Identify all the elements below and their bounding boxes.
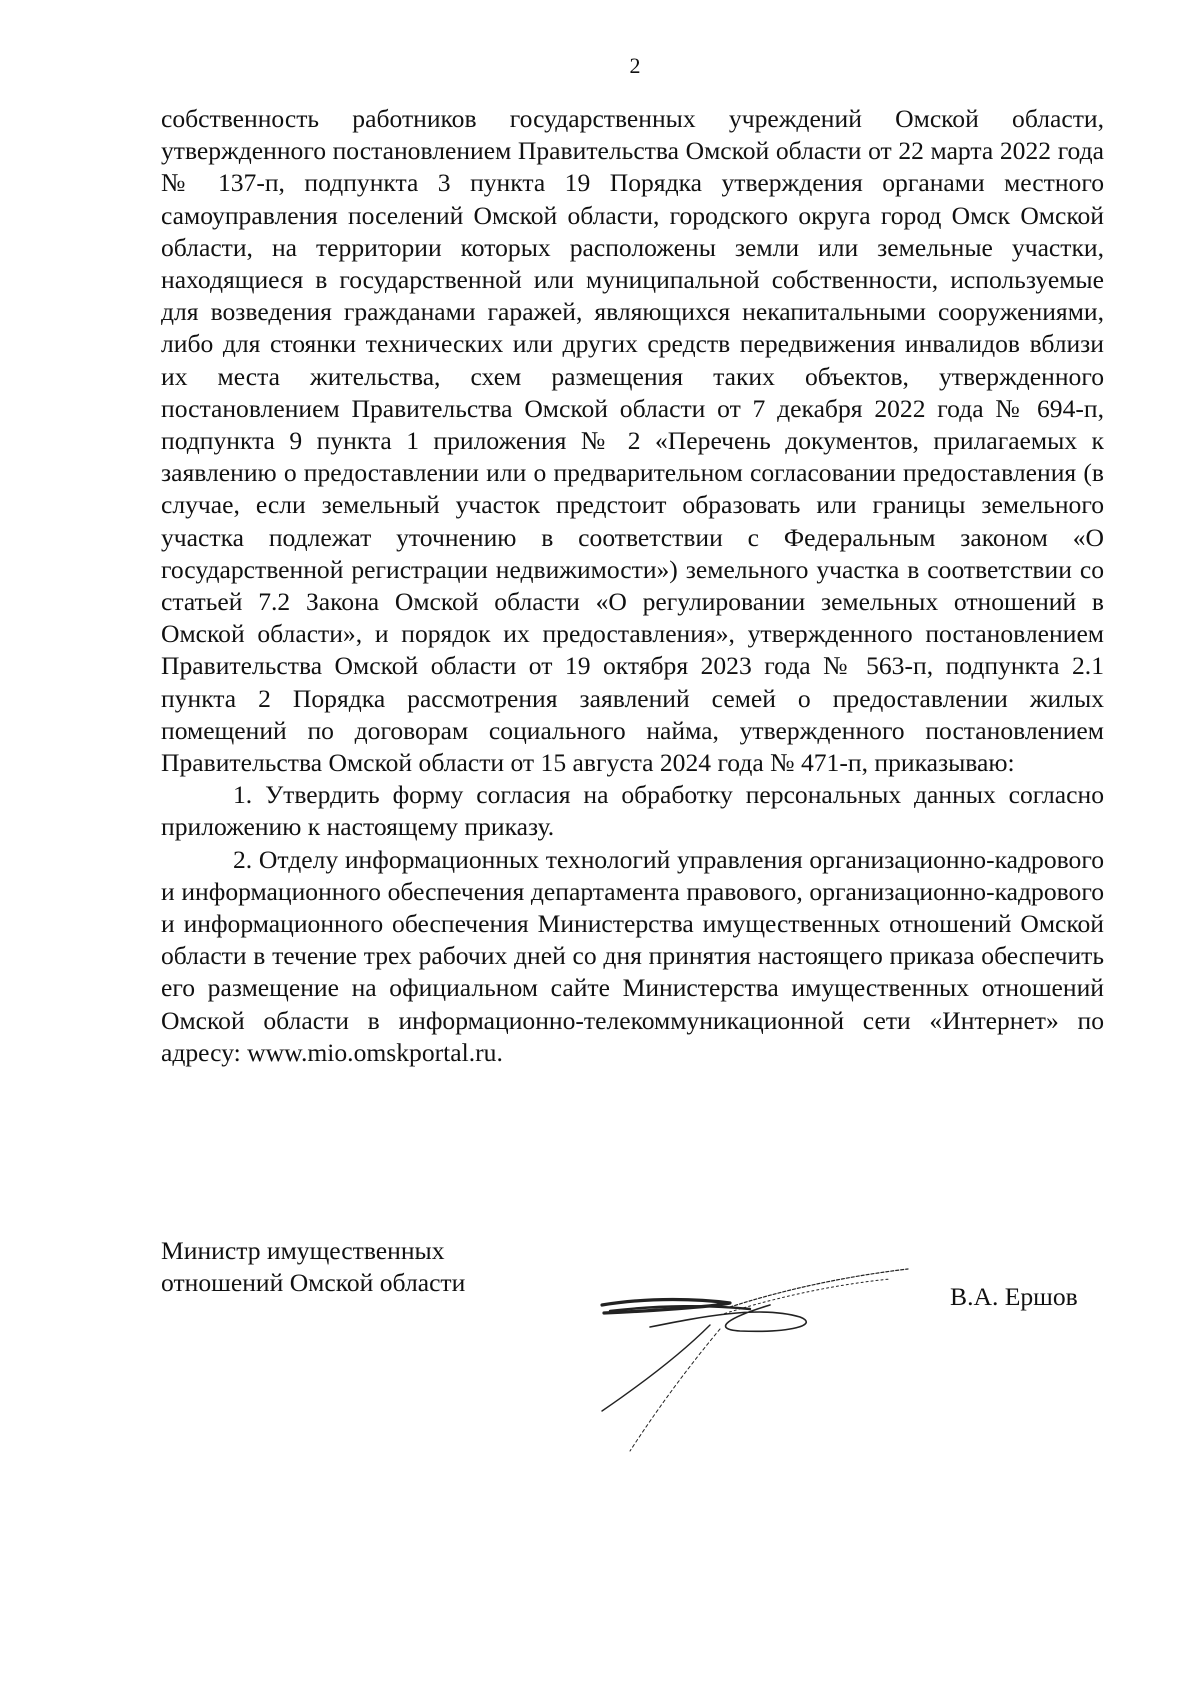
- paragraph-preamble: собственность работников государственных учреждений Омской области, утвержденного постановлением Правительства Омской области от 22 марта 2022 года № 137-п, подпункта 3 пункта 19 Порядка утверждения органами местного самоуправления поселений Омской области, городского округа город Омск Омской области, на территории которых расположены земли или земельные участки, находящиеся в государственной или муниципальной собственности, используемые для возведения гражданами гаражей, являющихся некапитальными сооружениями, либо для стоянки технических или других средств передвижения инвалидов вблизи их места жительства, схем размещения таких объектов, утвержденного постановлением Правительства Омской области от 7 декабря 2022 года № 694-п, подпункта 9 пункта 1 приложения № 2 «Перечень документов, прилагаемых к заявлению о предоставлении или о предварительном согласовании предоставления (в случае, если земельный участок предстоит образовать или границы земельного участка подлежат уточнению в соответствии с Федеральным законом «О государственной регистрации недвижимости») земельного участка в соответствии со статьей 7.2 Закона Омской области «О регулировании земельных отношений в Омской области», и порядок их предоставления», утвержденного постановлением Правительства Омской области от 19 октября 2023 года № 563-п, подпункта 2.1 пункта 2 Порядка рассмотрения заявлений семей о предоставлении жилых помещений по договорам социального найма, утвержденного постановлением Правительства Омской области от 15 августа 2024 года № 471-п, приказываю:: [161, 104, 1104, 778]
- document-body: [161, 103, 1104, 1069]
- handwritten-signature: [590, 1255, 910, 1465]
- signatory-position: [161, 1235, 465, 1299]
- signatory-position-line-2: отношений Омской области: [161, 1268, 466, 1297]
- paragraph-item-2: 2. Отделу информационных технологий управления организационно-кадрового и информационного обеспечения департамента правового, организационно-кадрового и информационного обеспечения Министерства имущественных отношений Омской области в течение трех рабочих дней со дня принятия настоящего приказа обеспечить его размещение на официальном сайте Министерства имущественных отношений Омской области в информационно-телекоммуникационной сети «Интернет» по адресу: www.mio.omskportal.ru.: [161, 844, 1104, 1067]
- signatory-name: В.А. Ершов: [950, 1282, 1078, 1311]
- paragraph-item-1: 1. Утвердить форму согласия на обработку персональных данных согласно приложению к настоящему приказу.: [161, 780, 1104, 842]
- page-number: 2: [629, 53, 641, 78]
- signatory-position-line-1: Министр имущественных: [161, 1236, 445, 1265]
